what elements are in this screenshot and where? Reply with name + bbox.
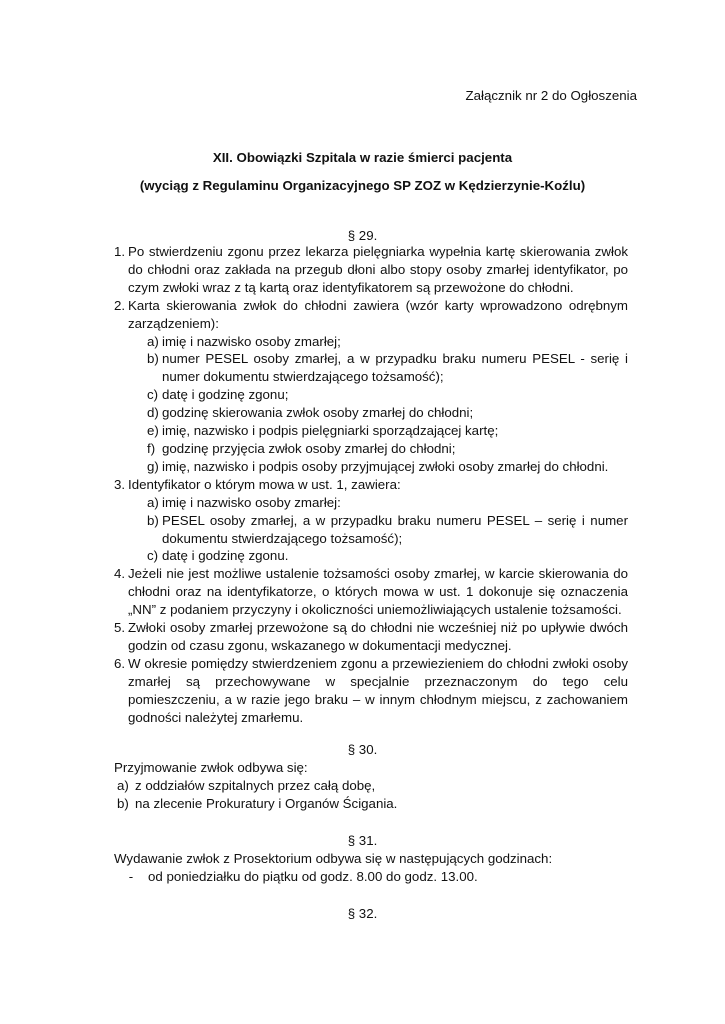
sub-item-letter: d) [147, 405, 159, 421]
item-text: Zwłoki osoby zmarłej przewożone są do chłodni nie wcześniej niż po upływie dwóch godzin od czasu zgonu, wskazanego w dokumentacji medycznej. [128, 620, 628, 653]
sub-item-text: PESEL osoby zmarłej, a w przypadku braku numeru PESEL – serię i numer dokumentu stwierdzającego tożsamość); [162, 512, 628, 546]
sub-item-text: datę i godzinę zgonu. [162, 548, 289, 564]
page-title: XII. Obowiązki Szpitala w razie śmierci pacjenta [212, 150, 513, 165]
item-text: Po stwierdzeniu zgonu przez lekarza pielęgniarka wypełnia kartę skierowania zwłok do chłodni oraz zakłada na przegub dłoni albo stopy osoby zmarłej identyfikator, po czym zwłoki wraz z tą kartą oraz identyfikatorem są przewożone do chłodni. [128, 244, 628, 295]
sub-item [147, 386, 628, 404]
sub-item-letter: a) [117, 777, 129, 793]
sub-item-text: godzinę skierowania zwłok osoby zmarłej do chłodni; [162, 405, 474, 421]
sub-item [147, 404, 628, 422]
page-subtitle: (wyciąg z Regulaminu Organizacyjnego SP ZOZ w Kędzierzynie-Koźlu) [139, 178, 586, 193]
sub-item-text: imię i nazwisko osoby zmarłej: [162, 494, 341, 510]
item-number: 5. [114, 620, 126, 636]
dash-item [114, 868, 628, 886]
sub-item-text: numer PESEL osoby zmarłej, a w przypadku braku numeru PESEL - serię i numer dokumentu stwierdzającego tożsamość); [162, 351, 628, 385]
section-intro: Przyjmowanie zwłok odbywa się: [114, 760, 308, 775]
list-item [114, 297, 628, 333]
dash-bullet: - [128, 868, 134, 884]
sub-item-text: imię i nazwisko osoby zmarłej; [162, 333, 341, 349]
section-intro: Wydawanie zwłok z Prosektorium odbywa się w następujących godzinach: [114, 851, 553, 866]
sub-item [147, 422, 628, 440]
list-item [114, 655, 628, 727]
item-number: 3. [114, 476, 126, 492]
list-item [114, 476, 628, 494]
section-header-30: § 30. [347, 742, 378, 757]
dash-item-text: od poniedziałku do piątku od godz. 8.00 do godz. 13.00. [148, 868, 478, 884]
sub-item-letter: a) [147, 333, 159, 349]
section-header-29: § 29. [347, 228, 378, 243]
sub-item [147, 494, 628, 512]
item-number: 2. [114, 297, 126, 313]
sub-item-text: imię, nazwisko i podpis pielęgniarki sporządzającej kartę; [162, 423, 499, 439]
sub-item-letter: c) [147, 548, 159, 564]
sub-item [147, 440, 628, 458]
sub-item [117, 777, 628, 795]
list-item [114, 619, 628, 655]
section-header-32: § 32. [347, 906, 378, 921]
section-header-31: § 31. [347, 833, 378, 848]
sub-item-letter: b) [117, 795, 129, 811]
sub-item-letter: a) [147, 494, 159, 510]
sub-item [117, 795, 628, 813]
sub-item-text: z oddziałów szpitalnych przez całą dobę, [135, 777, 376, 793]
item-number: 4. [114, 566, 126, 582]
sub-item [147, 333, 628, 351]
list-item [114, 565, 628, 619]
item-text: W okresie pomiędzy stwierdzeniem zgonu a przewiezieniem do chłodni zwłoki osoby zmarłej są przechowywane w specjalnie przeznaczonym do tego celu pomieszczeniu, a w razie jego braku – w innym chłodnym miejscu, z zachowaniem godności należytej zmarłemu. [128, 655, 628, 725]
section-30-body [114, 759, 628, 813]
section-31-body [114, 850, 628, 886]
sub-item-text: datę i godzinę zgonu; [162, 387, 289, 403]
item-text: Jeżeli nie jest możliwe ustalenie tożsamości osoby zmarłej, w karcie skierowania do chłodni oraz na identyfikatorze, o których mowa w ust. 1 dokonuje się oznaczenia „NN” z podaniem przyczyny i okoliczności uniemożliwiających ustalenie tożsamości. [128, 566, 628, 618]
sub-item-letter: g) [147, 458, 159, 474]
sub-item [147, 350, 628, 386]
sub-item-text: imię, nazwisko i podpis osoby przyjmującej zwłoki osoby zmarłej do chłodni. [162, 458, 609, 474]
sub-item-text: na zlecenie Prokuratury i Organów Ścigania. [135, 795, 398, 811]
sub-item-letter: c) [147, 387, 159, 403]
item-number: 6. [114, 655, 126, 671]
list-item [114, 243, 628, 297]
sub-item-text: godzinę przyjęcia zwłok osoby zmarłej do chłodni; [162, 440, 456, 456]
sub-item-letter: b) [147, 351, 159, 367]
item-text: Karta skierowania zwłok do chłodni zawiera (wzór karty wprowadzono odrębnym zarządzeniem): [128, 297, 628, 331]
item-text: Identyfikator o którym mowa w ust. 1, zawiera: [128, 476, 401, 492]
section-29-body [114, 243, 628, 726]
sub-item [147, 458, 628, 476]
sub-item-letter: e) [147, 423, 159, 439]
sub-item [147, 547, 628, 565]
item-number: 1. [114, 244, 126, 259]
annex-label: Załącznik nr 2 do Ogłoszenia [465, 88, 637, 103]
sub-item-letter: f) [147, 440, 156, 456]
sub-item-letter: b) [147, 512, 159, 528]
sub-item [147, 512, 628, 548]
